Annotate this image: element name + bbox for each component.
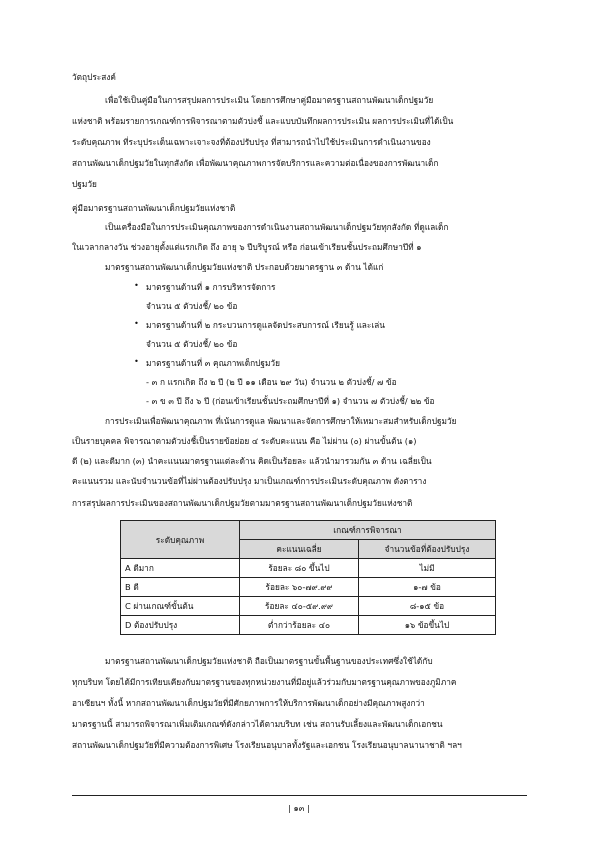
row-level: A ดีมาก [121, 559, 240, 578]
paragraph-line: คะแนนรวม และนับจำนวนข้อที่ไม่ผ่านต้องปรับปรุง มาเป็นเกณฑ์การประเมินระดับคุณภาพ ดังตาราง [72, 476, 427, 486]
row-items: ๑๖ ข้อขึ้นไป [359, 616, 496, 635]
row-average: ร้อยละ ๔๐-๕๙.๙๙ [240, 597, 359, 616]
paragraph-line: มาตรฐานสถานพัฒนาเด็กปฐมวัยแห่งชาติ ถือเป็นมาตรฐานขั้นพื้นฐานของประเทศซึ่งใช้ได้กับ [105, 656, 433, 666]
paragraph-line: สถานพัฒนาเด็กปฐมวัยในทุกสังกัด เพื่อพัฒนาคุณภาพการจัดบริการและความต่อเนื่องของการพัฒนาเด็ก [72, 158, 439, 168]
paragraph-line: มาตรฐานนี้ สามารถพิจารณาเพิ่มเติมเกณฑ์ดังกล่าวได้ตามบริบท เช่น สถานรับเลี้ยงและพัฒนาเด็กเอกชน [72, 719, 443, 729]
standard-3-title: มาตรฐานด้านที่ ๓ คุณภาพเด็กปฐมวัย [146, 358, 280, 368]
table-row [121, 578, 496, 597]
table-caption: การสรุปผลการประเมินของสถานพัฒนาเด็กปฐมวัยตามมาตรฐานสถานพัฒนาเด็กปฐมวัยแห่งชาติ [72, 498, 413, 508]
paragraph-line: เพื่อใช้เป็นคู่มือในการสรุปผลการประเมิน โดยการศึกษาคู่มือมาตรฐานสถานพัฒนาเด็กปฐมวัย [105, 95, 434, 105]
paragraph-line: สถานพัฒนาเด็กปฐมวัยที่มีความต้องการพิเศษ โรงเรียนอนุบาลทั้งรัฐและเอกชน โรงเรียนอนุบาลนานาชาติ ฯลฯ [72, 740, 462, 750]
footer-rule [72, 795, 527, 796]
standard-3-sub-a: - ๓ ก แรกเกิด ถึง ๒ ปี (๒ ปี ๑๑ เดือน ๒๙ วัน) จำนวน ๒ ตัวบ่งชี้/ ๗ ข้อ [146, 377, 397, 387]
paragraph-line: อาเซียนฯ ทั้งนี้ หากสถานพัฒนาเด็กปฐมวัยที่มีศักยภาพการให้บริการพัฒนาเด็กอย่างมีคุณภาพสูงกว่า [72, 698, 425, 708]
bullet-icon: • [134, 318, 139, 328]
row-level: D ต้องปรับปรุง [121, 616, 240, 635]
row-average: ร้อยละ ๖๐-๗๙.๙๙ [240, 578, 359, 597]
paragraph-line: แห่งชาติ พร้อมรายการเกณฑ์การพิจารณาตามตัวบ่งชี้ และแบบบันทึกผลการประเมิน ผลการประเมินที่ได้เป็น [72, 116, 454, 126]
table-header-average: คะแนนเฉลี่ย [240, 540, 359, 559]
standard-1-title: มาตรฐานด้านที่ ๑ การบริหารจัดการ [146, 282, 276, 292]
paragraph-line: ระดับคุณภาพ ที่ระบุประเด็นเฉพาะเจาะจงที่ต้องปรับปรุง ที่สามารถนำไปใช้ประเมินการดำเนินงานของ [72, 137, 431, 147]
paragraph-line: ในเวลากลางวัน ช่วงอายุตั้งแต่แรกเกิด ถึง อายุ ๖ ปีบริบูรณ์ หรือ ก่อนเข้าเรียนชั้นประถมศึกษาปีที่ ๑ [72, 242, 422, 252]
table-row [121, 597, 496, 616]
table-row [121, 559, 496, 578]
table-header-criteria: เกณฑ์การพิจารณา [240, 521, 496, 540]
section-heading-objective: วัตถุประสงค์ [72, 72, 116, 82]
row-level: B ดี [121, 578, 240, 597]
quality-criteria-table [120, 520, 496, 635]
standard-2-detail: จำนวน ๕ ตัวบ่งชี้/ ๒๐ ข้อ [146, 339, 238, 349]
table-row [121, 616, 496, 635]
bullet-icon: • [134, 280, 139, 290]
row-average: ต่ำกว่าร้อยละ ๔๐ [240, 616, 359, 635]
paragraph-line: ทุกบริบท โดยได้มีการเทียบเคียงกับมาตรฐานของทุกหน่วยงานที่มีอยู่แล้วร่วมกับมาตรฐานคุณภาพของภูมิภาค [72, 677, 457, 687]
standard-1-detail: จำนวน ๕ ตัวบ่งชี้/ ๒๐ ข้อ [146, 301, 238, 311]
page-number-divider-left: | [288, 803, 291, 813]
section-heading-manual: คู่มือมาตรฐานสถานพัฒนาเด็กปฐมวัยแห่งชาติ [72, 203, 236, 213]
paragraph-line: การประเมินเพื่อพัฒนาคุณภาพ ที่เน้นการดูแล พัฒนาและจัดการศึกษาให้เหมาะสมสำหรับเด็กปฐมวัย [105, 416, 457, 426]
paragraph-line: มาตรฐานสถานพัฒนาเด็กปฐมวัยแห่งชาติ ประกอบด้วยมาตรฐาน ๓ ด้าน ได้แก่ [105, 262, 384, 272]
row-items: ๘-๑๕ ข้อ [359, 597, 496, 616]
page-number-divider-right: | [307, 803, 310, 813]
bullet-icon: • [134, 356, 139, 366]
page-number [277, 801, 321, 815]
table-header-items: จำนวนข้อที่ต้องปรับปรุง [359, 540, 496, 559]
paragraph-line: ดี (๒) และดีมาก (๓) นำคะแนนมาตรฐานแต่ละด้าน คิดเป็นร้อยละ แล้วนำมารวมกัน ๓ ด้าน เฉลี่ยเป็น [72, 456, 432, 466]
table-header-level: ระดับคุณภาพ [121, 521, 240, 559]
paragraph-line: เป็นเครื่องมือในการประเมินคุณภาพของการดำเนินงานสถานพัฒนาเด็กปฐมวัยทุกสังกัด ที่ดูแลเด็ก [105, 222, 449, 232]
standard-2-title: มาตรฐานด้านที่ ๒ กระบวนการดูแลจัดประสบการณ์ เรียนรู้ และเล่น [146, 320, 385, 330]
paragraph-line: ปฐมวัย [72, 179, 97, 189]
row-items: ๑-๗ ข้อ [359, 578, 496, 597]
row-average: ร้อยละ ๘๐ ขึ้นไป [240, 559, 359, 578]
standard-3-sub-b: - ๓ ข ๓ ปี ถึง ๖ ปี (ก่อนเข้าเรียนชั้นประถมศึกษาปีที่ ๑) จำนวน ๗ ตัวบ่งชี้/ ๒๒ ข้อ [146, 396, 435, 406]
row-items: ไม่มี [359, 559, 496, 578]
paragraph-line: เป็นรายบุคคล พิจารณาตามตัวบ่งชี้เป็นรายข้อย่อย ๔ ระดับคะแนน คือ ไม่ผ่าน (๐) ผ่านขั้นต้น (๑) [72, 436, 417, 446]
page-number-value: ๑๓ [293, 803, 305, 813]
row-level: C ผ่านเกณฑ์ขั้นต้น [121, 597, 240, 616]
